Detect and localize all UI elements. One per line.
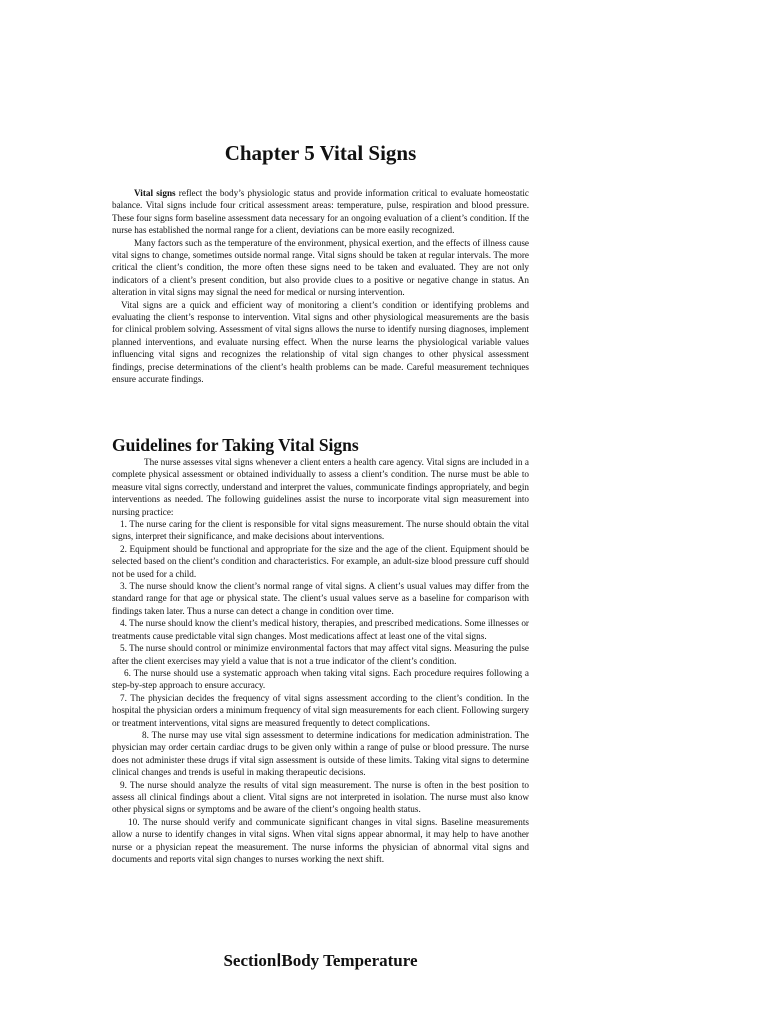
intro-paragraph-1-text: reflect the body’s physiologic status and provide information critical to evaluate homeostatic balance. Vital signs include four critical assessment areas: temperature, pulse, respiration and blood pressure. These four signs form baseline assessment data necessary for an ongoing evaluation of a client’s condition. If the nurse has established the normal range for a client, deviations can be more easily recognized. — [112, 188, 529, 236]
guideline-item: 1. The nurse caring for the client is responsible for vital signs measurement. The nurse should obtain the vital signs, interpret their significance, and make decisions about interventions. — [112, 519, 529, 542]
section-heading: SectionⅠBody Temperature — [223, 951, 418, 970]
intro-paragraph-2: Many factors such as the temperature of the environment, physical exertion, and the effects of illness cause vital signs to change, sometimes outside normal range. Vital signs should be taken at regular intervals. The more critical the client’s condition, the more often these signs need to be taken and evaluated. They are not only indicators of a client’s present condition, but also provide clues to a positive or negative change in status. An alteration in vital signs may signal the need for medical or nursing intervention. — [112, 237, 529, 298]
chapter-title: Chapter 5 Vital Signs — [224, 141, 417, 165]
guideline-item: 7. The physician decides the frequency of vital signs assessment according to the client’s condition. In the hospital the physician orders a minimum frequency of vital sign measurements for each client. Following surgery or treatment interventions, vital signs are measured frequently to detect complications. — [112, 692, 529, 728]
intro-paragraph-3: Vital signs are a quick and efficient way of monitoring a client’s condition or identifying problems and evaluating the client’s response to intervention. Vital signs and other physiological measurements are the basis for clinical problem solving. Assessment of vital signs allows the nurse to identify nursing diagnoses, implement planned interventions, and evaluate nursing effect. When the nurse learns the physiological variable values influencing vital signs and recognizes the relationship of vital sign changes to other physical assessment findings, precise determinations of the client’s health problems can be made. Careful measurement techniques ensure accurate findings. — [112, 299, 529, 385]
guideline-item: 5. The nurse should control or minimize environmental factors that may affect vital signs. Measuring the pulse after the client exercises may yield a value that is not a true indicator of the client’s condition. — [112, 643, 529, 666]
guidelines-heading: Guidelines for Taking Vital Signs — [112, 435, 359, 455]
intro-section — [112, 187, 529, 386]
intro-paragraph-1 — [112, 187, 529, 237]
guidelines-intro: The nurse assesses vital signs whenever a client enters a health care agency. Vital signs are included in a complete physical assessment or obtained individually to assess a client’s condition. The nurse must be able to measure vital signs correctly, understand and interpret the values, communicate findings appropriately, and begin interventions as needed. The following guidelines assist the nurse to incorporate vital sign measurement into nursing practice: — [112, 457, 529, 517]
guideline-item: 8. The nurse may use vital sign assessment to determine indications for medication administration. The physician may order certain cardiac drugs to be given only within a range of pulse or blood pressure. The nurse does not administer these drugs if vital sign assessment is outside of these limits. Taking vital signs to determine clinical changes and trends is useful in making therapeutic decisions. — [112, 729, 529, 778]
guideline-item: 6. The nurse should use a systematic approach when taking vital signs. Each procedure requires following a step-by-step approach to ensure accuracy. — [112, 667, 529, 691]
guideline-item: 4. The nurse should know the client’s medical history, therapies, and prescribed medications. Some illnesses or treatments cause predictable vital sign changes. Most medications affect at least one of the vital signs. — [112, 618, 529, 641]
guideline-item: 10. The nurse should verify and communicate significant changes in vital signs. Baseline measurements allow a nurse to identify changes in vital signs. When vital signs appear abnormal, it may help to have another nurse or a physician repeat the measurement. The nurse informs the physician of abnormal vital signs and documents and reports vital sign changes to nurses working the next shift. — [112, 816, 529, 864]
key-term: Vital signs — [134, 188, 176, 198]
guidelines-section — [112, 456, 529, 865]
guideline-item: 2. Equipment should be functional and appropriate for the size and the age of the client. Equipment should be selected based on the client’s condition and characteristics. For example, an adult-size blood pressure cuff should not be used for a child. — [112, 543, 529, 579]
guideline-item: 9. The nurse should analyze the results of vital sign measurement. The nurse is often in the best position to assess all clinical findings about a client. Vital signs are not interpreted in isolation. The nurse must also know other physical signs or symptoms and be aware of the client’s ongoing health status. — [112, 779, 529, 815]
guideline-item: 3. The nurse should know the client’s normal range of vital signs. A client’s usual values may differ from the standard range for that age or physical state. The client’s usual values serve as a baseline for comparison with findings taken later. Thus a nurse can detect a change in condition over time. — [112, 581, 529, 616]
